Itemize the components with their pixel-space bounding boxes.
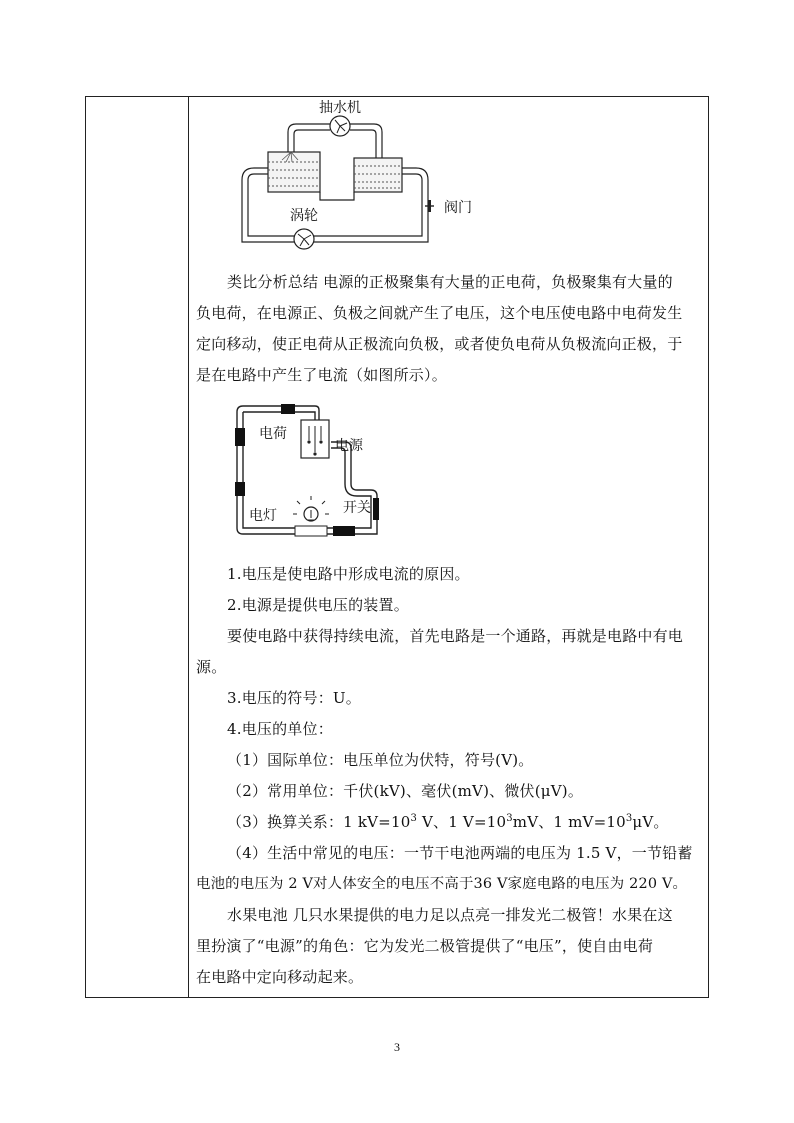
analogy-paragraph-line-4: 是在电路中产生了电流（如图所示）。 [196,366,447,384]
source-label: 电源 [335,438,363,454]
charge-label: 电荷 [259,426,287,442]
point-1: 1.电压是使电路中形成电流的原因。 [227,565,470,583]
unit-item-4-line-2: 电池的电压为 2 V对人体安全的电压不高于36 V家庭电路的电压为 220 V。 [196,876,688,892]
analogy-paragraph-line-2: 负电荷，在电源正、负极之间就产生了电压，这个电压使电路中电荷发生 [196,304,683,322]
lamp-label: 电灯 [249,508,277,524]
table-column-divider [188,96,189,998]
unit-item-1: （1）国际单位：电压单位为伏特，符号(V)。 [227,751,534,769]
point-4: 4.电压的单位： [227,720,333,738]
point-3: 3.电压的符号：U。 [227,689,361,707]
fruit-battery-line-2: 里扮演了“电源”的角色：它为发光二极管提供了“电压”，使自由电荷 [196,937,654,955]
turbine-label: 涡轮 [290,208,318,224]
unit-item-2: （2）常用单位：千伏(kV)、毫伏(mV)、微伏(μV)。 [227,782,584,800]
continuous-current-line-1: 要使电路中获得持续电流，首先电路是一个通路，再就是电路中有电 [227,627,684,645]
fruit-battery-line-1: 水果电池 几只水果提供的电力足以点亮一排发光二极管！水果在这 [227,906,673,924]
switch-icon [373,498,379,520]
unit-item-3: （3）换算关系：1 $kV=10^3$ V、1 $V=10^3mV$、1 $mV=10^3\mu V$。 [227,813,669,831]
analogy-paragraph-line-3: 定向移动，使正电荷从正极流向负极，或者使负电荷从负极流向正极，于 [196,335,683,353]
switch-label: 开关 [343,500,371,516]
continuous-current-line-2: 源。 [196,658,227,676]
analogy-paragraph-line-1: 类比分析总结 电源的正极聚集有大量的正电荷，负极聚集有大量的 [227,273,673,291]
right-tank [354,158,402,192]
water-pump-analogy-figure [234,100,484,258]
page-number: 3 [394,1040,400,1054]
unit-item-4-line-1: （4）生活中常见的电压：一节干电池两端的电压为 1.5 V，一节铅蓄 [227,844,693,862]
circuit-figure [231,400,391,546]
valve-label: 阀门 [444,200,472,216]
pump-label: 抽水机 [319,100,361,116]
fruit-battery-line-3: 在电路中定向移动起来。 [196,968,364,986]
point-2: 2.电源是提供电压的装置。 [227,596,409,614]
